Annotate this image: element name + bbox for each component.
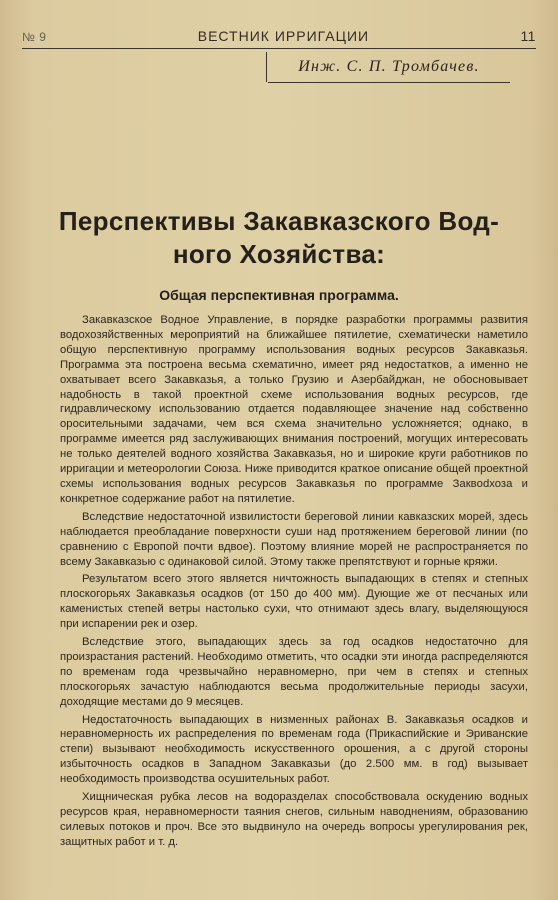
journal-title: ВЕСТНИК ИРРИГАЦИИ [197,28,370,44]
issue-number: № 9 [22,30,47,44]
page-number: 11 [520,28,536,44]
article-title-line-2: ного Хозяйства: [172,239,386,269]
article-title [40,205,518,271]
author-byline [268,52,510,83]
paragraph-1: Закавказское Водное Управление, в порядке разработки программы развития водохозяйственных мероприятий на ближайшее пятилетие, схематически наметило общую перспективную программу использования водных ресурсов Закавказья. Программа эта построена весьма схематично, имеет ряд недостатков, а именно не охватывает всего Закавказья, а только Грузию и Азербайджан, не обосновывает надобность в такой проектной схеме использования водных ресурсов, где гидравлическому использованию отдается подавляющее значение над собственно оросительными задачами, чем вся схема значительно усложняется; однако, в программе имеется ряд заслуживающих внимания построений, могущих интересовать не только деятелей водного хозяйства Закавказья, но и широкие круги работников по ирригации и метеорологии Союза. Ниже приводится краткое описание общей проектной схемы использования водных ресурсов Закавказья по программе Заквodхоза и конкретное содержание работ на пятилетие. [60,314,528,505]
paragraph-4: Вследствие этого, выпадающих здесь за год осадков недостаточно для произрастания растений. Необходимо отметить, что осадки эти иногда распределяются по временам года чрезвычайно неравномерно, при чем в степях и степных плоскогорьях зачастую наблюдаются весьма продолжительные периоды засухи, доходящие местами до 9 месяцев. [60,636,528,708]
article-body [60,313,528,853]
paragraph-5: Недостаточность выпадающих в низменных районах В. Закавказья осадков и неравномерность их распределения по временам года (Прикаспийские и Эриванские степи) вызывают необходимость искусственного орошения, а с другой стороны избыточность осадков в Западном Закавказьи (до 2.500 мм. в год) вызывает необходимость производства осушительных работ. [60,713,528,786]
article-title-line-1: Перспективы Закавказского Вод- [58,206,500,236]
article-subtitle: Общая перспективная программа. [159,287,399,303]
paragraph-3: Результатом всего этого является ничтожность выпадающих в степях и степных плоскогорьях Закавказья осадков (от 150 до 400 мм). Дующие же от песчаных или каменистых степей ветры настолько сухи, что отнимают здесь влагу, выделяющуюся при испарении рек и озер. [60,573,528,631]
author-name: Инж. С. П. Тромбачев. [298,58,480,75]
paragraph-6: Хищническая рубка лесов на водоразделах способствовала оскудению водных ресурсов края, неравномерности таяния снегов, сильным наводнениям, образованию силевых потоков и проч. Все это выдвинуло на очередь вопросы урегулирования рек, защитных работ и т. д. [60,791,528,848]
running-header [22,18,536,49]
paragraph-2: Вследствие недостаточной извилистости береговой линии кавказских морей, здесь наблюдается преобладание поверхности суши над протяжением береговой линии (по сравнению с Европой почти вдвое). Поэтому влияние морей не распространяется по всему Закавказью с одинаковой силой. Этому также препятствуют и горные кряжи. [60,510,528,568]
